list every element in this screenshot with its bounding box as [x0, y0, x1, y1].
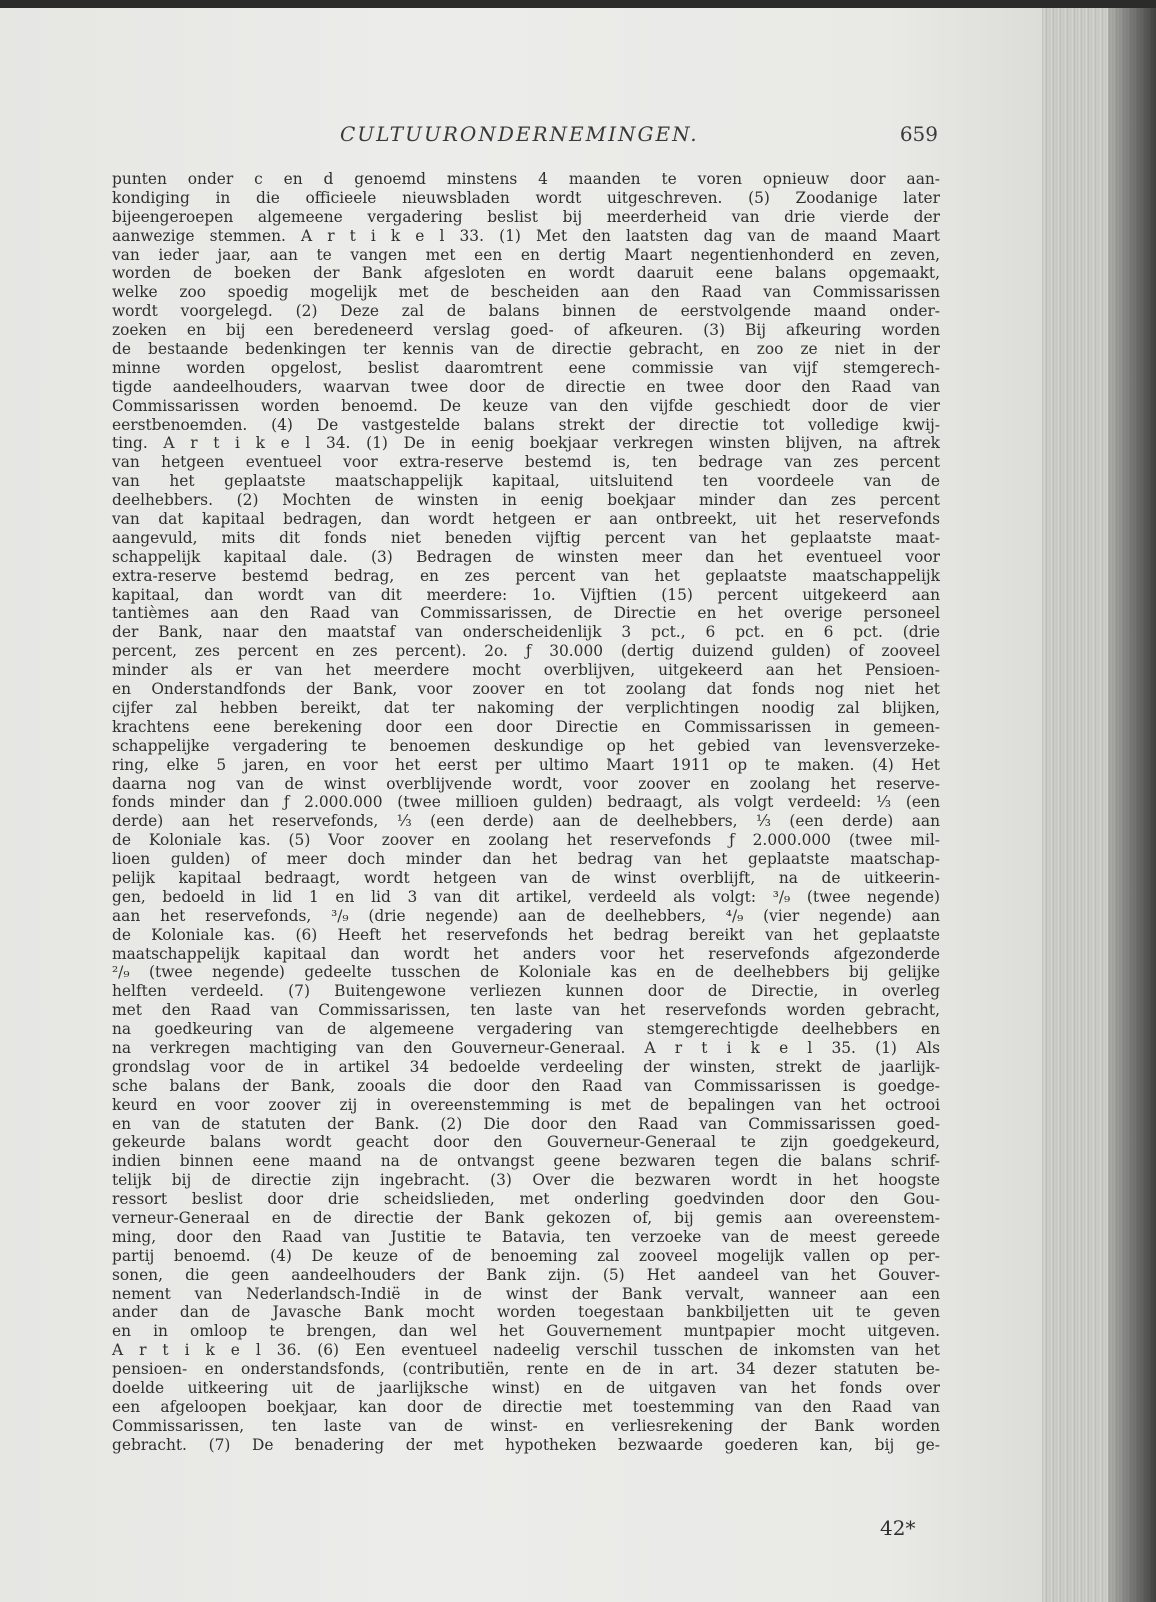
- text-line: grondslag voor de in artikel 34 bedoelde verdeeling der winsten, strekt de jaarlijk-: [112, 1057, 940, 1076]
- text-line: deelhebbers. (2) Mochten de winsten in eenig boekjaar minder dan zes percent: [112, 491, 940, 510]
- text-line: A r t i k e l 36. (6) Een eventueel nadeelig verschil tusschen de inkomsten van het: [112, 1341, 940, 1360]
- text-line: sche balans der Bank, zooals die door den Raad van Commissarissen is goedge-: [112, 1076, 940, 1095]
- text-line: der Bank, naar den maatstaf van onderscheidenlijk 3 pct., 6 pct. en 6 pct. (drie: [112, 623, 940, 642]
- text-line: gen, bedoeld in lid 1 en lid 3 van dit artikel, verdeeld als volgt: ³/₉ (twee negende): [112, 887, 940, 906]
- text-line: punten onder c en d genoemd minstens 4 maanden te voren opnieuw door aan-: [112, 170, 940, 188]
- text-line: schappelijke vergadering te benoemen deskundige op het gebied van levensverzeke-: [112, 736, 940, 755]
- text-line: kapitaal, dan wordt van dit meerdere: 1o. Vijftien (15) percent uitgekeerd aan: [112, 585, 940, 604]
- text-line: van het geplaatste maatschappelijk kapitaal, uitsluitend ten voordeele van de: [112, 472, 940, 491]
- running-title: CULTUURONDERNEMINGEN.: [340, 122, 699, 146]
- text-line: minder als er van het meerdere mocht overblijven, uitgekeerd aan het Pensioen-: [112, 661, 940, 680]
- text-line: na goedkeuring van de algemeene vergadering van stemgerechtigde deelhebbers en: [112, 1020, 940, 1039]
- text-line: extra-reserve bestemd bedrag, en zes percent van het geplaatste maatschappelijk: [112, 566, 940, 585]
- text-line: zoeken en bij een beredeneerd verslag goed- of afkeuren. (3) Bij afkeuring worden: [112, 321, 940, 340]
- text-line: nement van Nederlandsch-Indië in de winst der Bank vervalt, wanneer aan een: [112, 1284, 940, 1303]
- text-line: sonen, die geen aandeelhouders der Bank zijn. (5) Het aandeel van het Gouver-: [112, 1265, 940, 1284]
- text-line: van dat kapitaal bedragen, dan wordt hetgeen er aan ontbreekt, uit het reservefonds: [112, 510, 940, 529]
- text-line: bijeengeroepen algemeene vergadering beslist bij meerderheid van drie vierde der: [112, 207, 940, 226]
- text-line: worden de boeken der Bank afgesloten en wordt daaruit eene balans opgemaakt,: [112, 264, 940, 283]
- page-header: [110, 122, 940, 152]
- text-line: aanwezige stemmen. A r t i k e l 33. (1) Met den laatsten dag van de maand Maart: [112, 226, 940, 245]
- text-line: derde) aan het reservefonds, ⅓ (een derde) aan de deelhebbers, ⅓ (een derde) aan: [112, 812, 940, 831]
- text-line: de bestaande bedenkingen ter kennis van de directie gebracht, en zoo ze niet in der: [112, 340, 940, 359]
- text-line: na verkregen machtiging van den Gouverneur-Generaal. A r t i k e l 35. (1) Als: [112, 1038, 940, 1057]
- text-line: met den Raad van Commissarissen, ten laste van het reservefonds worden gebracht,: [112, 1001, 940, 1020]
- body-text: [112, 170, 940, 1455]
- text-line: een afgeloopen boekjaar, kan door de directie met toestemming van den Raad van: [112, 1397, 940, 1416]
- text-line: pelijk kapitaal bedraagt, wordt hetgeen van de winst overblijft, na de uitkeerin-: [112, 868, 940, 887]
- text-line: wordt voorgelegd. (2) Deze zal de balans binnen de eerstvolgende maand onder-: [112, 302, 940, 321]
- text-line: telijk bij de directie zijn ingebracht. (3) Over die bezwaren wordt in het hoogste: [112, 1171, 940, 1190]
- text-line: krachtens eene berekening door een door Directie en Commissarissen in gemeen-: [112, 717, 940, 736]
- text-line: ander dan de Javasche Bank mocht worden toegestaan bankbiljetten uit te geven: [112, 1303, 940, 1322]
- text-line: lioen gulden) of meer doch minder dan het bedrag van het geplaatste maatschap-: [112, 850, 940, 869]
- text-line: minne worden opgelost, beslist daaromtrent eene commissie van vijf stemgerech-: [112, 358, 940, 377]
- text-line: Commissarissen worden benoemd. De keuze van den vijfde geschiedt door de vier: [112, 396, 940, 415]
- text-line: fonds minder dan ƒ 2.000.000 (twee millioen gulden) bedraagt, als volgt verdeeld: ⅓ (een: [112, 793, 940, 812]
- text-line: gekeurde balans wordt geacht door den Gouverneur-Generaal te zijn goedgekeurd,: [112, 1133, 940, 1152]
- text-line: helften verdeeld. (7) Buitengewone verliezen kunnen door de Directie, in overleg: [112, 982, 940, 1001]
- text-line: en van de statuten der Bank. (2) Die door den Raad van Commissarissen goed-: [112, 1114, 940, 1133]
- text-line: en Onderstandfonds der Bank, voor zoover en tot zoolang dat fonds nog niet het: [112, 680, 940, 699]
- text-line: van hetgeen eventueel voor extra-reserve bestemd is, ten bedrage van zes percent: [112, 453, 940, 472]
- text-line: welke zoo spoedig mogelijk met de bescheiden aan den Raad van Commissarissen: [112, 283, 940, 302]
- text-line: de Koloniale kas. (5) Voor zoover en zoolang het reservefonds ƒ 2.000.000 (twee mil-: [112, 831, 940, 850]
- text-line: keurd en voor zoover zij in overeenstemming is met de bepalingen van het octrooi: [112, 1095, 940, 1114]
- signature-mark: 42*: [880, 1516, 916, 1540]
- text-line: de Koloniale kas. (6) Heeft het reservefonds het bedrag bereikt van het geplaatste: [112, 925, 940, 944]
- text-line: indien binnen eene maand na de ontvangst geene bezwaren tegen die balans schrif-: [112, 1152, 940, 1171]
- text-line: van ieder jaar, aan te vangen met een en dertig Maart negentienhonderd en zeven,: [112, 245, 940, 264]
- text-line: aan het reservefonds, ³/₉ (drie negende) aan de deelhebbers, ⁴/₉ (vier negende) aan: [112, 906, 940, 925]
- page-number: 659: [899, 122, 938, 146]
- text-line: partij benoemd. (4) De keuze of de benoeming zal zooveel mogelijk vallen op per-: [112, 1246, 940, 1265]
- text-line: eerstbenoemden. (4) De vastgestelde balans strekt der directie tot volledige kwij-: [112, 415, 940, 434]
- text-line: tantièmes aan den Raad van Commissarissen, de Directie en het overige personeel: [112, 604, 940, 623]
- text-line: schappelijk kapitaal dale. (3) Bedragen de winsten meer dan het eventueel voor: [112, 547, 940, 566]
- text-line: daarna nog van de winst overblijvende wordt, voor zoover en zoolang het reserve-: [112, 774, 940, 793]
- text-line: ressort beslist door drie scheidslieden, met onderling goedvinden door den Gou-: [112, 1190, 940, 1209]
- text-line: maatschappelijk kapitaal dan wordt het anders voor het reservefonds afgezonderde: [112, 944, 940, 963]
- text-line: ming, door den Raad van Justitie te Batavia, ten verzoeke van de meest gereede: [112, 1227, 940, 1246]
- text-line: cijfer zal hebben bereikt, dat ter nakoming der verplichtingen noodig zal blijken,: [112, 698, 940, 717]
- text-line: Commissarissen, ten laste van de winst- en verliesrekening der Bank worden: [112, 1416, 940, 1435]
- text-line: tigde aandeelhouders, waarvan twee door de directie en twee door den Raad van: [112, 377, 940, 396]
- text-line: doelde uitkeering uit de jaarlijksche winst) en de uitgaven van het fonds over: [112, 1379, 940, 1397]
- text-line: en in omloop te brengen, dan wel het Gouvernement muntpapier mocht uitgeven.: [112, 1322, 940, 1341]
- text-line: aangevuld, mits dit fonds niet beneden vijftig percent van het geplaatste maat-: [112, 528, 940, 547]
- text-line: ting. A r t i k e l 34. (1) De in eenig boekjaar verkregen winsten blijven, na aftrek: [112, 434, 940, 453]
- text-line: ²/₉ (twee negende) gedeelte tusschen de Koloniale kas en de deelhebbers bij gelijke: [112, 963, 940, 982]
- text-line: gebracht. (7) De benadering der met hypotheken bezwaarde goederen kan, bij ge-: [112, 1435, 940, 1454]
- text-line: percent, zes percent en zes percent). 2o. ƒ 30.000 (dertig duizend gulden) of zooveel: [112, 642, 940, 661]
- text-line: pensioen- en onderstandsfonds, (contributiën, rente en de in art. 34 dezer statuten be-: [112, 1360, 940, 1379]
- text-line: ring, elke 5 jaren, en voor het eerst per ultimo Maart 1911 op te maken. (4) Het: [112, 755, 940, 774]
- text-line: kondiging in die officieele nieuwsbladen wordt uitgeschreven. (5) Zoodanige later: [112, 188, 940, 207]
- text-line: verneur-Generaal en de directie der Bank gekozen of, bij gemis aan overeenstem-: [112, 1208, 940, 1227]
- book-edge-shadow: [1108, 8, 1156, 1602]
- book-page: [0, 8, 1042, 1602]
